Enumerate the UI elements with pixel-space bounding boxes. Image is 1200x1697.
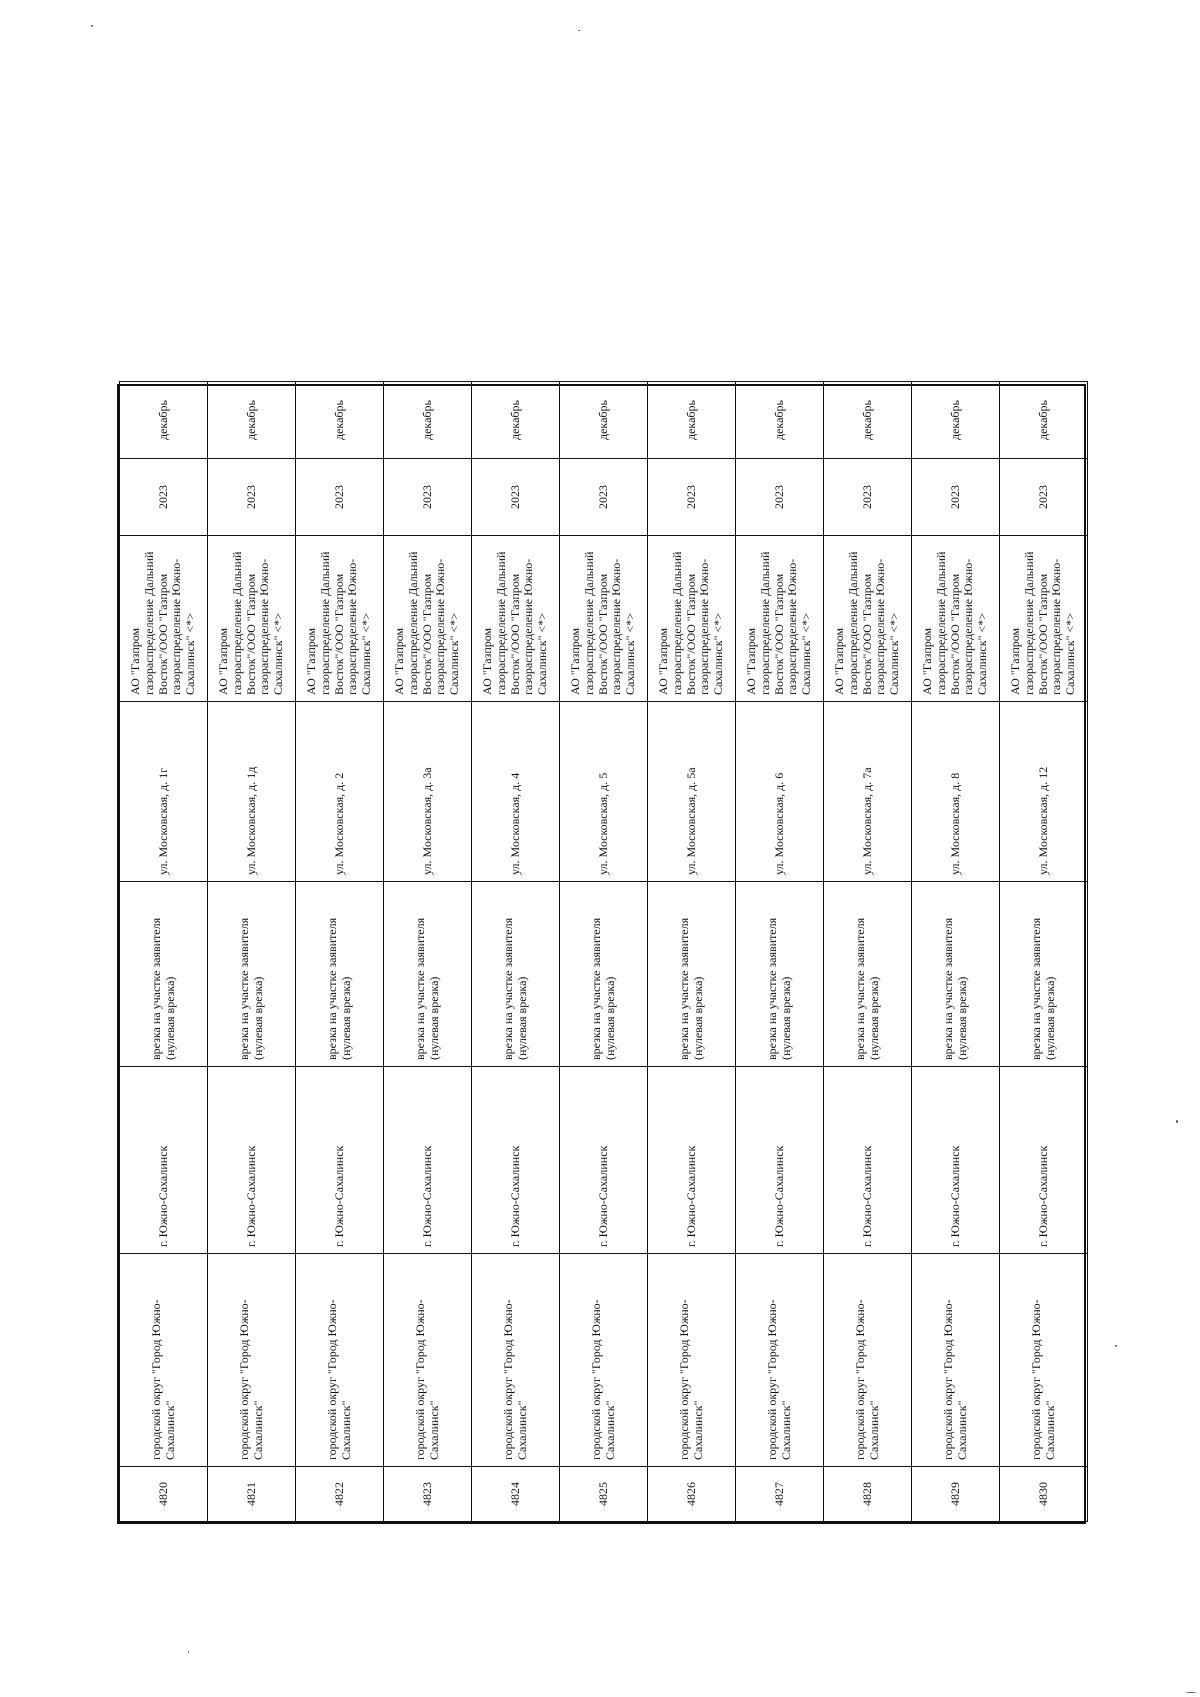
cell-organization: АО "Газпром газораспределение Дальний Восток"/ООО "Газпром газораспределение Южно-Сахалинск" <*> <box>912 536 1000 702</box>
scan-speck <box>1115 1345 1117 1347</box>
table-row <box>208 382 296 1522</box>
cell-year: 2023 <box>648 459 736 536</box>
cell-city: г. Южно-Сахалинск <box>912 1067 1000 1254</box>
cell-organization: АО "Газпром газораспределение Дальний Восток"/ООО "Газпром газораспределение Южно-Сахалинск" <*> <box>120 536 208 702</box>
table-row <box>1000 382 1088 1522</box>
table-row <box>120 382 208 1522</box>
gas-connection-table <box>119 381 1088 1522</box>
cell-city: г. Южно-Сахалинск <box>296 1067 384 1254</box>
cell-organization: АО "Газпром газораспределение Дальний Восток"/ООО "Газпром газораспределение Южно-Сахалинск" <*> <box>824 536 912 702</box>
cell-work-type: врезка на участке заявителя (нулевая врезка) <box>648 882 736 1067</box>
cell-month: декабрь <box>824 382 912 459</box>
cell-number: 4830 <box>1000 1467 1088 1522</box>
cell-month: декабрь <box>472 382 560 459</box>
cell-number: 4824 <box>472 1467 560 1522</box>
cell-district: городской округ "Город Южно-Сахалинск" <box>912 1254 1000 1467</box>
cell-city: г. Южно-Сахалинск <box>384 1067 472 1254</box>
cell-district: городской округ "Город Южно-Сахалинск" <box>384 1254 472 1467</box>
cell-district: городской округ "Город Южно-Сахалинск" <box>560 1254 648 1467</box>
cell-city: г. Южно-Сахалинск <box>736 1067 824 1254</box>
cell-year: 2023 <box>912 459 1000 536</box>
scan-speck <box>578 30 580 31</box>
table-frame <box>117 384 1086 1524</box>
scan-speck <box>1176 1120 1178 1123</box>
cell-city: г. Южно-Сахалинск <box>472 1067 560 1254</box>
cell-district: городской округ "Город Южно-Сахалинск" <box>736 1254 824 1467</box>
cell-district: городской округ "Город Южно-Сахалинск" <box>648 1254 736 1467</box>
cell-district: городской округ "Город Южно-Сахалинск" <box>120 1254 208 1467</box>
cell-year: 2023 <box>1000 459 1088 536</box>
cell-month: декабрь <box>648 382 736 459</box>
cell-address: ул. Московская, д. 1г <box>120 702 208 882</box>
cell-year: 2023 <box>120 459 208 536</box>
cell-work-type: врезка на участке заявителя (нулевая врезка) <box>912 882 1000 1067</box>
cell-district: городской округ "Город Южно-Сахалинск" <box>472 1254 560 1467</box>
cell-month: декабрь <box>296 382 384 459</box>
cell-month: декабрь <box>736 382 824 459</box>
table-body <box>120 382 1088 1522</box>
cell-city: г. Южно-Сахалинск <box>824 1067 912 1254</box>
cell-year: 2023 <box>472 459 560 536</box>
cell-address: ул. Московская, д. 1д <box>208 702 296 882</box>
cell-district: городской округ "Город Южно-Сахалинск" <box>824 1254 912 1467</box>
cell-month: декабрь <box>912 382 1000 459</box>
cell-work-type: врезка на участке заявителя (нулевая врезка) <box>208 882 296 1067</box>
cell-district: городской округ "Город Южно-Сахалинск" <box>296 1254 384 1467</box>
cell-number: 4829 <box>912 1467 1000 1522</box>
table-row <box>384 382 472 1522</box>
scan-speck <box>91 25 93 27</box>
cell-address: ул. Московская, д. 5 <box>560 702 648 882</box>
cell-number: 4820 <box>120 1467 208 1522</box>
table-row <box>472 382 560 1522</box>
cell-address: ул. Московская, д. 12 <box>1000 702 1088 882</box>
cell-year: 2023 <box>384 459 472 536</box>
cell-month: декабрь <box>120 382 208 459</box>
cell-organization: АО "Газпром газораспределение Дальний Восток"/ООО "Газпром газораспределение Южно-Сахалинск" <*> <box>384 536 472 702</box>
cell-organization: АО "Газпром газораспределение Дальний Восток"/ООО "Газпром газораспределение Южно-Сахалинск" <*> <box>296 536 384 702</box>
cell-address: ул. Московская, д. 8 <box>912 702 1000 882</box>
cell-city: г. Южно-Сахалинск <box>208 1067 296 1254</box>
table-row <box>648 382 736 1522</box>
cell-organization: АО "Газпром газораспределение Дальний Восток"/ООО "Газпром газораспределение Южно-Сахалинск" <*> <box>472 536 560 702</box>
cell-work-type: врезка на участке заявителя (нулевая врезка) <box>736 882 824 1067</box>
cell-address: ул. Московская, д. 7а <box>824 702 912 882</box>
cell-organization: АО "Газпром газораспределение Дальний Восток"/ООО "Газпром газораспределение Южно-Сахалинск" <*> <box>208 536 296 702</box>
cell-organization: АО "Газпром газораспределение Дальний Восток"/ООО "Газпром газораспределение Южно-Сахалинск" <*> <box>560 536 648 702</box>
cell-work-type: врезка на участке заявителя (нулевая врезка) <box>824 882 912 1067</box>
cell-city: г. Южно-Сахалинск <box>120 1067 208 1254</box>
cell-address: ул. Московская, д. 6 <box>736 702 824 882</box>
cell-year: 2023 <box>296 459 384 536</box>
cell-organization: АО "Газпром газораспределение Дальний Восток"/ООО "Газпром газораспределение Южно-Сахалинск" <*> <box>736 536 824 702</box>
cell-work-type: врезка на участке заявителя (нулевая врезка) <box>560 882 648 1067</box>
cell-year: 2023 <box>560 459 648 536</box>
cell-year: 2023 <box>824 459 912 536</box>
cell-address: ул. Московская, д. 4 <box>472 702 560 882</box>
cell-number: 4827 <box>736 1467 824 1522</box>
cell-month: декабрь <box>1000 382 1088 459</box>
cell-number: 4825 <box>560 1467 648 1522</box>
cell-work-type: врезка на участке заявителя (нулевая врезка) <box>296 882 384 1067</box>
cell-address: ул. Московская, д. 3а <box>384 702 472 882</box>
cell-work-type: врезка на участке заявителя (нулевая врезка) <box>384 882 472 1067</box>
table-row <box>296 382 384 1522</box>
cell-organization: АО "Газпром газораспределение Дальний Восток"/ООО "Газпром газораспределение Южно-Сахалинск" <*> <box>648 536 736 702</box>
cell-number: 4823 <box>384 1467 472 1522</box>
scan-speck <box>188 1651 189 1653</box>
cell-month: декабрь <box>208 382 296 459</box>
table-row <box>736 382 824 1522</box>
scan-speck <box>1186 1692 1196 1693</box>
cell-number: 4826 <box>648 1467 736 1522</box>
table-row <box>560 382 648 1522</box>
cell-month: декабрь <box>384 382 472 459</box>
cell-year: 2023 <box>208 459 296 536</box>
cell-month: декабрь <box>560 382 648 459</box>
cell-city: г. Южно-Сахалинск <box>560 1067 648 1254</box>
cell-number: 4821 <box>208 1467 296 1522</box>
cell-district: городской округ "Город Южно-Сахалинск" <box>1000 1254 1088 1467</box>
cell-city: г. Южно-Сахалинск <box>1000 1067 1088 1254</box>
cell-work-type: врезка на участке заявителя (нулевая врезка) <box>472 882 560 1067</box>
cell-address: ул. Московская, д. 2 <box>296 702 384 882</box>
cell-work-type: врезка на участке заявителя (нулевая врезка) <box>120 882 208 1067</box>
cell-district: городской округ "Город Южно-Сахалинск" <box>208 1254 296 1467</box>
cell-year: 2023 <box>736 459 824 536</box>
cell-address: ул. Московская, д. 5а <box>648 702 736 882</box>
table-row <box>912 382 1000 1522</box>
cell-number: 4828 <box>824 1467 912 1522</box>
table-row <box>824 382 912 1522</box>
cell-city: г. Южно-Сахалинск <box>648 1067 736 1254</box>
cell-work-type: врезка на участке заявителя (нулевая врезка) <box>1000 882 1088 1067</box>
cell-number: 4822 <box>296 1467 384 1522</box>
cell-organization: АО "Газпром газораспределение Дальний Восток"/ООО "Газпром газораспределение Южно-Сахалинск" <*> <box>1000 536 1088 702</box>
